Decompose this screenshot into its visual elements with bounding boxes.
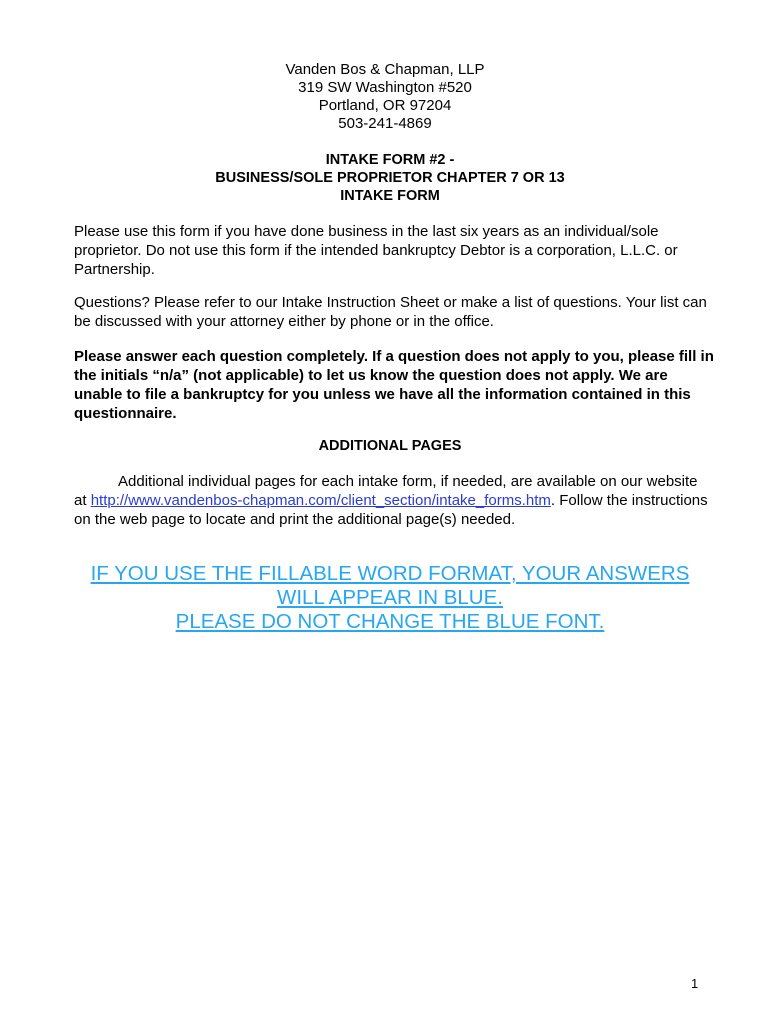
- blue-notice-line1: IF YOU USE THE FILLABLE WORD FORMAT, YOUR ANSWERS: [90, 562, 690, 585]
- additional-pages-text-after-link: . Follow the instructions on the web page to locate and print the additional page(s) needed.: [74, 492, 708, 528]
- additional-pages-paragraph: [74, 472, 714, 529]
- additional-pages-text-before-link: Additional individual pages for each intake form, if needed, are available on our website at: [74, 473, 698, 509]
- firm-address-line2: Portland, OR 97204: [318, 97, 452, 114]
- usage-paragraph: Please use this form if you have done business in the last six years as an individual/sole proprietor. Do not use this form if the intended bankruptcy Debtor is a corporation, L.L.C. or Partnership.: [74, 223, 678, 278]
- firm-phone: 503-241-4869: [338, 115, 432, 132]
- answer-instruction-paragraph: Please answer each question completely. If a question does not apply to you, please fill in the initials “n/a” (not applicable) to let us know the question does not apply. We are unable to file a bankruptcy for you unless we have all the information contained in this questionnaire.: [74, 348, 714, 422]
- blue-font-notice: [0, 562, 770, 634]
- questions-paragraph: Questions? Please refer to our Intake Instruction Sheet or make a list of questions. Your list can be discussed with your attorney either by phone or in the office.: [74, 294, 707, 330]
- firm-letterhead: [0, 61, 770, 133]
- blue-notice-line3: PLEASE DO NOT CHANGE THE BLUE FONT.: [175, 610, 605, 633]
- intake-forms-link[interactable]: http://www.vandenbos-chapman.com/client_section/intake_forms.htm: [90, 492, 551, 509]
- form-title-line2: BUSINESS/SOLE PROPRIETOR CHAPTER 7 OR 13: [215, 170, 565, 186]
- form-title-line1: INTAKE FORM #2 -: [325, 152, 455, 168]
- firm-address-line1: 319 SW Washington #520: [298, 79, 472, 96]
- blue-notice-line2: WILL APPEAR IN BLUE.: [277, 586, 503, 609]
- form-title-line3: INTAKE FORM: [340, 188, 440, 204]
- firm-name: Vanden Bos & Chapman, LLP: [285, 61, 485, 78]
- page-number: 1: [691, 976, 699, 991]
- form-title: [0, 151, 770, 205]
- additional-pages-heading: ADDITIONAL PAGES: [318, 438, 462, 454]
